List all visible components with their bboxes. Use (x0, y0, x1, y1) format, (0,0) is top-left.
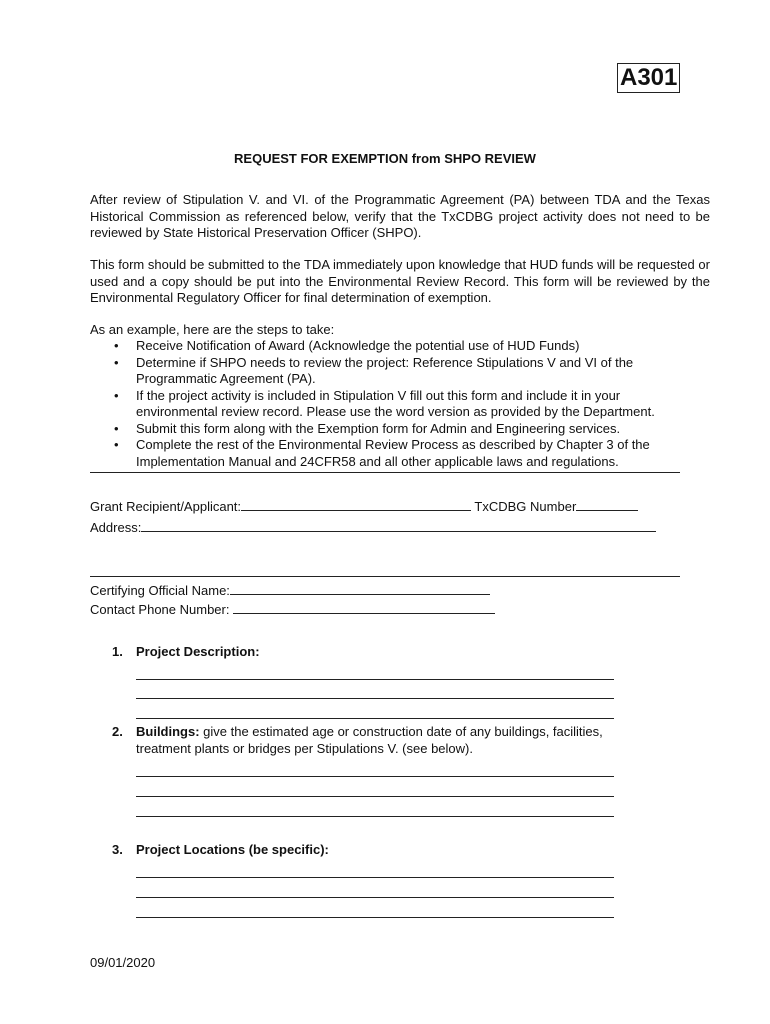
buildings-line[interactable] (136, 776, 614, 777)
bullet-icon: • (114, 354, 119, 370)
steps-intro: As an example, here are the steps to take: (90, 322, 335, 337)
page-title: REQUEST FOR EXEMPTION from SHPO REVIEW (234, 151, 536, 166)
address-row (90, 519, 656, 535)
question-3-text: Project Locations (be specific): (136, 842, 329, 857)
intro-paragraph: After review of Stipulation V. and VI. of the Programmatic Agreement (PA) between TDA and the Texas Historical Commission as referenced below, verify that the TxCDBG project activity does not need to be reviewed by State Historical Preservation Officer (SHPO). (90, 192, 710, 240)
certifying-official-row (90, 582, 490, 598)
address-line-2-field[interactable] (90, 576, 680, 577)
question-2-number: 2. (112, 724, 123, 739)
address-label: Address: (90, 520, 142, 535)
form-code: A301 (617, 63, 680, 93)
steps-list (90, 338, 700, 470)
project-locations-line[interactable] (136, 877, 614, 878)
section-divider (90, 472, 680, 473)
step-item: • If the project activity is included in Stipulation V fill out this form and include it in your environmental review record. Please use the word version as provided by the Department. (114, 387, 655, 419)
step-item: • Receive Notification of Award (Acknowledge the potential use of HUD Funds) (114, 338, 580, 353)
question-1-number: 1. (112, 644, 123, 659)
project-description-line[interactable] (136, 679, 614, 680)
step-item: • Determine if SHPO needs to review the project: Reference Stipulations V and VI of the Programmatic Agreement (PA). (114, 354, 634, 386)
footer-date: 09/01/2020 (90, 955, 156, 970)
bullet-icon: • (114, 420, 119, 436)
contact-phone-label: Contact Phone Number: (90, 602, 230, 617)
buildings-line[interactable] (136, 816, 614, 817)
address-field[interactable] (141, 519, 656, 532)
bullet-icon: • (114, 338, 119, 353)
txcdbg-number-label: TxCDBG Number (474, 499, 577, 514)
project-locations-line[interactable] (136, 917, 614, 918)
step-item: • Submit this form along with the Exemption form for Admin and Engineering services. (114, 420, 621, 436)
contact-phone-row (90, 601, 495, 617)
step-item: • Complete the rest of the Environmental Review Process as described by Chapter 3 of the Implementation Manual and 24CFR58 and all other applicable laws and regulations. (114, 437, 650, 469)
grant-recipient-row (90, 498, 638, 514)
grant-recipient-field[interactable] (241, 498, 471, 511)
question-2-text: Buildings: give the estimated age or construction date of any buildings, facilities, treatment plants or bridges per Stipulations V. (see below). (136, 724, 603, 756)
submission-paragraph: This form should be submitted to the TDA immediately upon knowledge that HUD funds will be requested or used and a copy should be put into the Environmental Review Record. This form will be reviewed by the Environmental Regulatory Officer for final determination of exemption. (90, 257, 710, 305)
buildings-line[interactable] (136, 796, 614, 797)
grant-recipient-label: Grant Recipient/Applicant: (90, 499, 242, 514)
project-description-line[interactable] (136, 698, 614, 699)
bullet-icon: • (114, 437, 119, 452)
project-description-line[interactable] (136, 718, 614, 719)
bullet-icon: • (114, 387, 119, 403)
project-locations-line[interactable] (136, 897, 614, 898)
certifying-official-label: Certifying Official Name: (90, 583, 230, 598)
question-3-number: 3. (112, 842, 123, 857)
question-1-text: Project Description: (136, 644, 260, 659)
certifying-official-field[interactable] (230, 582, 490, 595)
contact-phone-field[interactable] (233, 601, 495, 614)
txcdbg-number-field[interactable] (576, 498, 638, 511)
